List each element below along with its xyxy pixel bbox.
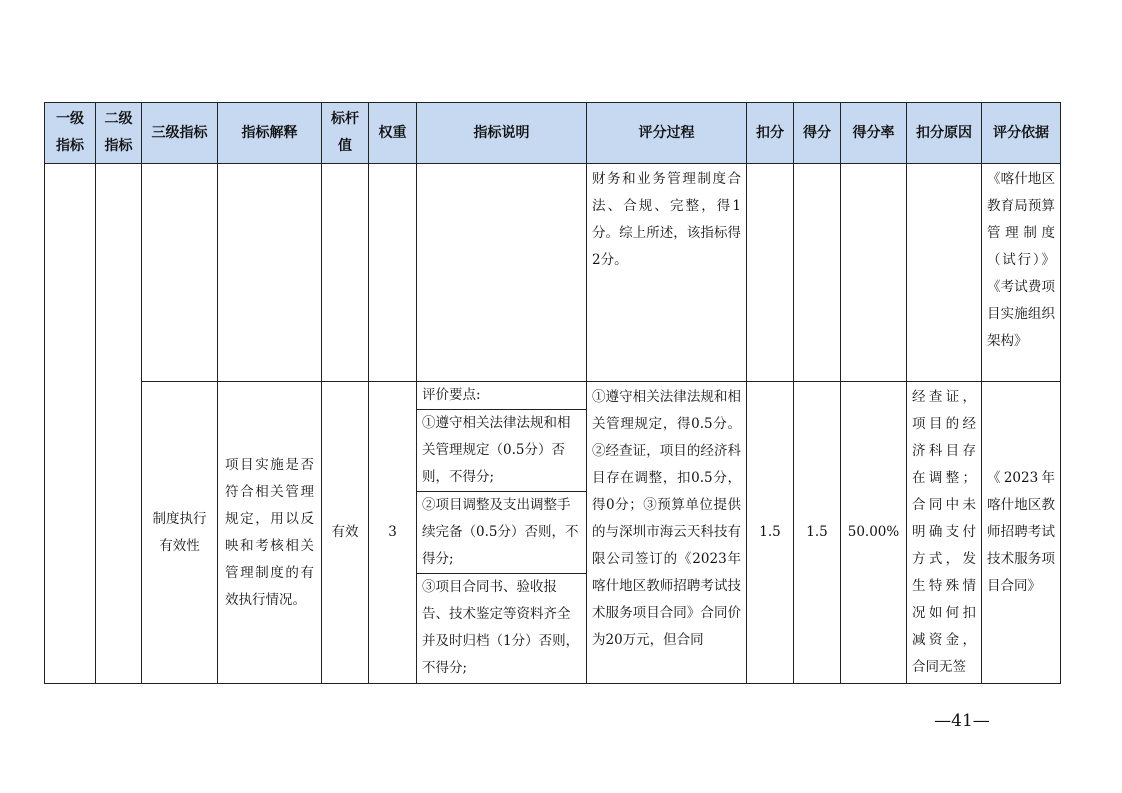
rate-cell [841,382,907,684]
process-text: 财务和业务管理制度合法、合规、完整，得1分。综上所述，该指标得2分。 [592,171,741,268]
deduction-value: 1.5 [759,524,781,540]
table-row [45,164,1061,382]
weight-cell [369,164,417,382]
basis-cell [982,382,1061,684]
third-level-text: 制度执行有效性 [152,510,207,554]
rate-cell [841,164,907,382]
description-cell [417,382,587,684]
header-level2: 二级指标 [96,103,142,164]
level1-cell [45,164,96,684]
process-text: ①遵守相关法律法规和相关管理规定，得0.5分。②经查证，项目的经济科目存在调整，扣0.5分，得0分；③预算单位提供的与深圳市海云天科技有限公司签订的《2023年喀什地区教师招聘考试技术服务项目合同》合同价为20万元，但合同 [592,389,741,648]
header-description: 指标说明 [417,103,587,164]
header-reason: 扣分原因 [907,103,982,164]
header-deduction: 扣分 [747,103,794,164]
weight-text: 3 [388,524,397,540]
header-basis: 评分依据 [982,103,1061,164]
header-row [45,103,1061,164]
explanation-cell [218,382,322,684]
weight-cell [369,382,417,684]
level3-cell [142,382,218,684]
explanation-text: 项目实施是否符合相关管理规定，用以反映和考核相关管理制度的有效执行情况。 [225,456,314,608]
evaluation-table [44,102,1061,684]
score-cell [794,164,841,382]
score-cell [794,382,841,684]
reason-cell [907,164,982,382]
basis-cell [982,164,1061,382]
deduction-cell [747,164,794,382]
header-score: 得分 [794,103,841,164]
description-item: 评价要点: [417,382,586,410]
header-benchmark: 标杆值 [322,103,369,164]
table-row [45,382,1061,684]
header-weight: 权重 [369,103,417,164]
header-rate: 得分率 [841,103,907,164]
rate-value: 50.00% [847,524,900,540]
explanation-cell [218,164,322,382]
level3-cell [142,164,218,382]
description-item: ①遵守相关法律法规和相关管理规定（0.5分）否则，不得分; [417,410,586,492]
description-item: ③项目合同书、验收报告、技术鉴定等资料齐全并及时归档（1分）否则，不得分; [422,579,580,676]
benchmark-cell [322,382,369,684]
basis-text: 《喀什地区教育局预算管理制度（试行）》《考试费项目实施组织架构》 [987,171,1055,349]
deduction-cell [747,382,794,684]
reason-text: 经查证，项目的经济科目存在调整；合同中未明确支付方式，发生特殊情况如何扣减资金，合同无签 [912,389,976,675]
header-explanation: 指标解释 [218,103,322,164]
process-cell [587,382,747,684]
benchmark-cell [322,164,369,382]
description-item: ②项目调整及支出调整手续完备（0.5分）否则，不得分; [417,492,586,574]
process-cell [587,164,747,382]
header-level1: 一级指标 [45,103,96,164]
score-value: 1.5 [806,524,828,540]
basis-text: 《2023年喀什地区教师招聘考试技术服务项目合同》 [987,470,1055,594]
page-number: —41— [934,711,990,731]
description-cell [417,164,587,382]
reason-cell [907,382,982,684]
header-process: 评分过程 [587,103,747,164]
level2-cell [96,164,142,684]
benchmark-text: 有效 [331,524,359,540]
header-level3: 三级指标 [142,103,218,164]
